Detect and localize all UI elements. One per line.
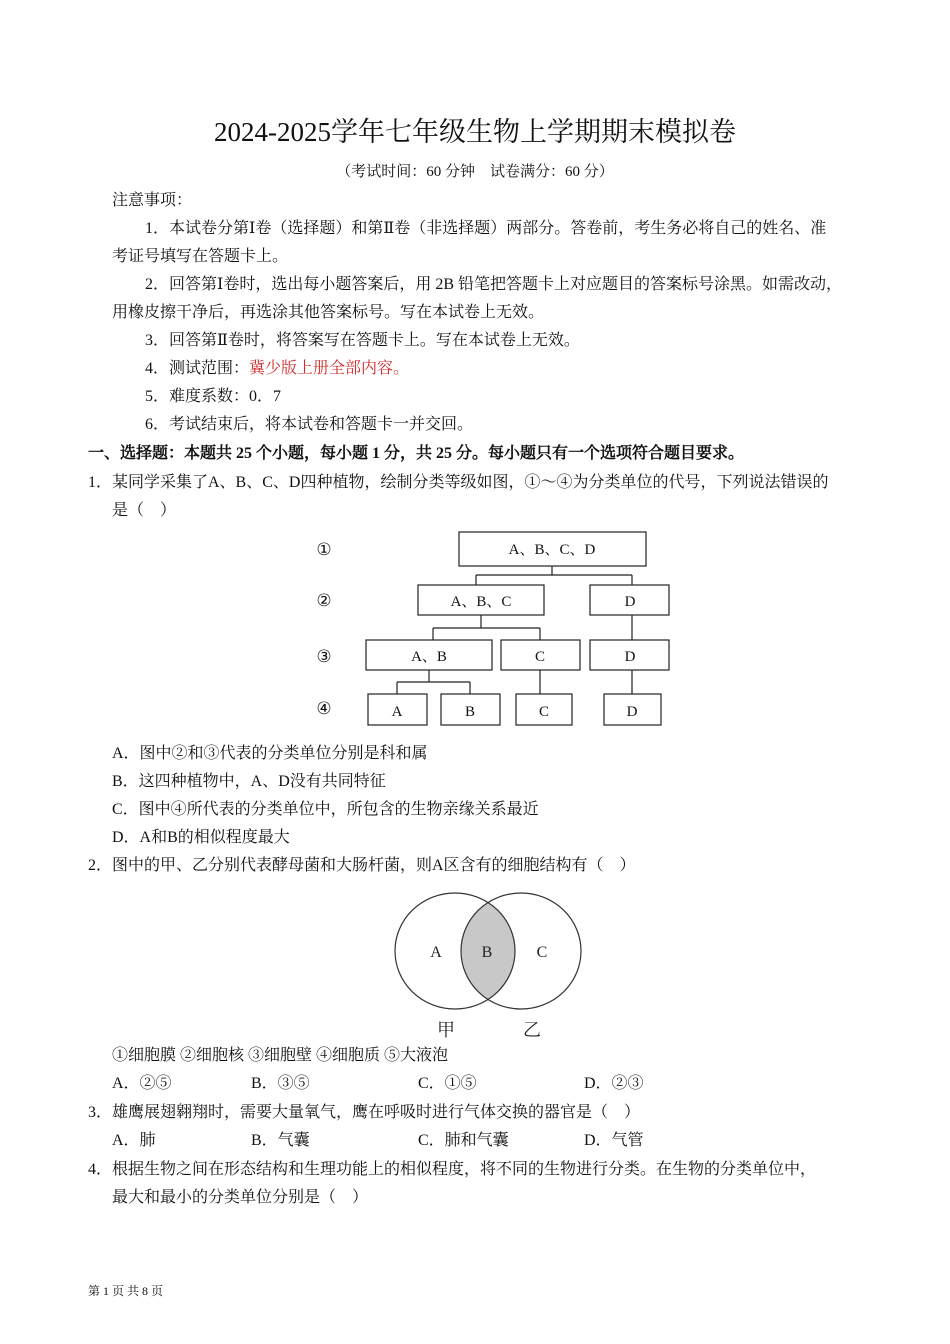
box-text: C [534,649,546,665]
option[interactable]: B．这四种植物中，A、D没有共同特征 [112,773,386,790]
option[interactable]: D．气管 [584,1132,644,1149]
scope-label: 4．测试范围： [145,360,250,377]
question-stem: 4．根据生物之间在形态结构和生理功能上的相似程度，将不同的生物进行分类。在生物的分类单位中， [88,1161,817,1178]
notice-item: 用橡皮擦干净后，再选涂其他答案标号。写在本试卷上无效。 [112,304,545,321]
box-text: B [464,704,476,720]
option[interactable]: C．肺和气囊 [418,1132,509,1149]
connector [476,566,632,585]
box-text: A、B、C [450,594,512,610]
option[interactable]: B．气囊 [251,1132,310,1149]
notice-item: 5．难度系数：0．7 [145,388,282,405]
venn-diagram [395,893,581,1040]
option[interactable]: A．②⑤ [112,1075,172,1092]
scope-value: 冀少版上册全部内容。 [249,360,410,377]
question-stem: 3．雄鹰展翅翱翔时，需要大量氧气，鹰在呼吸时进行气体交换的器官是（ ） [88,1104,641,1121]
exam-info: （考试时间：60 分钟 试卷满分：60 分） [336,164,614,180]
notice-item: 6．考试结束后，将本试卷和答题卡一并交回。 [145,416,474,433]
venn-label-b: B [481,944,493,961]
notice-item: 3．回答第Ⅱ卷时，将答案写在答题卡上。写在本试卷上无效。 [145,332,580,349]
notice-heading: 注意事项： [112,192,193,209]
option[interactable]: C．图中④所代表的分类单位中，所包含的生物亲缘关系最近 [112,801,539,818]
venn-label-c: C [536,944,548,961]
level-label: ② [316,591,332,610]
venn-label-jia: 甲 [437,1020,455,1040]
option[interactable]: A．图中②和③代表的分类单位分别是科和属 [112,745,428,762]
section-heading: 一、选择题：本题共 25 个小题，每小题 1 分，共 25 分。每小题只有一个选项符合题目要求。 [88,445,745,462]
venn-label-yi: 乙 [523,1020,541,1040]
level-label: ④ [316,699,332,718]
page-footer: 第 1 页 共 8 页 [88,1284,164,1298]
option[interactable]: C．①⑤ [418,1075,477,1092]
venn-label-a: A [430,944,442,961]
box-text: D [626,704,638,720]
option[interactable]: D．A和B的相似程度最大 [112,829,290,846]
connector [433,615,632,640]
notice-item: 考证号填写在答题卡上。 [112,248,289,265]
notice-item: 2．回答第Ⅰ卷时，选出每小题答案后，用 2B 铅笔把答题卡上对应题目的答案标号涂黑。如需改动， [145,276,842,293]
option[interactable]: A．肺 [112,1132,156,1149]
option[interactable]: B．③⑤ [251,1075,310,1092]
level-label: ③ [316,647,332,666]
level-label: ① [316,540,332,559]
box-text: A、B [411,649,447,665]
question-stem: 是（ ） [112,502,177,519]
question-stem: 最大和最小的分类单位分别是（ ） [112,1189,369,1206]
box-text: A [391,704,403,720]
connector [397,670,632,694]
box-text: D [624,594,636,610]
box-text: A、B、C、D [508,542,596,558]
question-stem: 2．图中的甲、乙分别代表酵母菌和大肠杆菌，则A区含有的细胞结构有（ ） [88,857,636,874]
structure-list: ①细胞膜 ②细胞核 ③细胞壁 ④细胞质 ⑤大液泡 [112,1047,449,1064]
notice-item: 1．本试卷分第Ⅰ卷（选择题）和第Ⅱ卷（非选择题）两部分。答卷前，考生务必将自己的姓名、准 [145,220,827,237]
box-text: C [538,704,550,720]
option[interactable]: D．②③ [584,1075,644,1092]
box-text: D [624,649,636,665]
question-stem: 1．某同学采集了A、B、C、D四种植物，绘制分类等级如图，①～④为分类单位的代号，下列说法错误的 [88,474,829,491]
page-title: 2024-2025学年七年级生物上学期期末模拟卷 [214,117,736,147]
